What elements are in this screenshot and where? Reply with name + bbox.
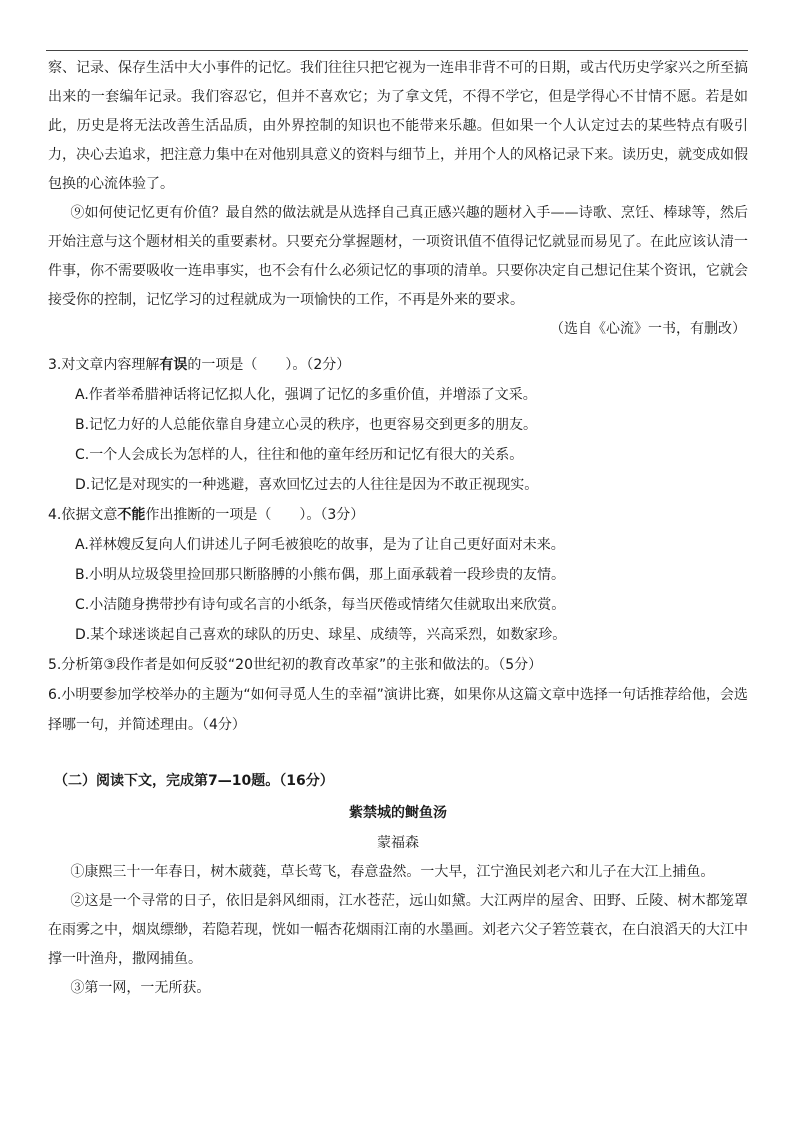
question-3-emphasis: 有误: [159, 357, 188, 373]
passage-paragraph-9: ⑨如何使记忆更有价值？最自然的做法就是从选择自己真正感兴趣的题材入手——诗歌、烹饪、棒球等，然后开始注意与这个题材相关的重要素材。只要充分掌握题材，一项资讯值不值得记忆就显而易见了。在此应该认清一件事，你不需要吸收一连串事实，也不会有什么必须记忆的事项的清单。只要你决定自己想记住某个资讯，它就会接受你的控制，记忆学习的过程就成为一项愉快的工作，不再是外来的要求。: [48, 205, 748, 308]
story-paragraph-3: ③第一网，一无所获。: [70, 980, 211, 996]
question-3: [48, 350, 748, 380]
question-3-option-c: C.一个人会成长为怎样的人，往往和他的童年经历和记忆有很大的关系。: [75, 447, 524, 463]
question-4-option-c: C.小洁随身携带抄有诗句或名言的小纸条，每当厌倦或情绪欠佳就取出来欣赏。: [75, 597, 566, 613]
passage-paragraph-8-cont: 察、记录、保存生活中大小事件的记忆。我们往往只把它视为一连串非背不可的日期，或古代历史学家兴之所至搞出来的一套编年记录。我们容忍它，但并不喜欢它；为了拿文凭，不得不学它，但是学得心不甘情不愿。若是如此，历史是将无法改善生活品质，由外界控制的知识也不能带来乐趣。但如果一个人认定过去的某些特点有吸引力，决心去追求，把注意力集中在对他别具意义的资料与细节上，并用个人的风格记录下来。读历史，就变成如假包换的心流体验了。: [48, 60, 748, 192]
page-content: [48, 54, 748, 1003]
question-4-emphasis: 不能: [117, 507, 146, 523]
question-4-post: 作出推断的一项是（ ）。（3分）: [145, 507, 365, 523]
question-3-option-d: D.记忆是对现实的一种逃避，喜欢回忆过去的人往往是因为不敢正视现实。: [75, 477, 539, 493]
question-6: 6.小明要参加学校举办的主题为“如何寻觅人生的幸福”演讲比赛，如果你从这篇文章中选择一句话推荐给他，会选择哪一句，并简述理由。（4分）: [48, 687, 748, 733]
story-paragraph-1: ①康熙三十一年春日，树木葳蕤，草长莺飞，春意盎然。一大早，江宁渔民刘老六和儿子在大江上捕鱼。: [70, 864, 715, 880]
question-4-pre: 4.依据文意: [48, 507, 118, 523]
question-5: 5.分析第③段作者是如何反驳“20世纪初的教育改革家”的主张和做法的。（5分）: [48, 657, 543, 673]
question-4-option-b: B.小明从垃圾袋里捡回那只断胳膊的小熊布偶，那上面承载着一段珍贵的友情。: [75, 567, 566, 583]
question-4: [48, 500, 748, 530]
header-rule: [46, 50, 748, 51]
question-3-pre: 3.对文章内容理解: [48, 357, 160, 373]
story-author: 蒙福森: [377, 835, 419, 851]
story-paragraph-2: ②这是一个寻常的日子，依旧是斜风细雨，江水苍茫，远山如黛。大江两岸的屋舍、田野、丘陵、树木都笼罩在雨雾之中，烟岚缥缈，若隐若现，恍如一幅杏花烟雨江南的水墨画。刘老六父子箬笠蓑衣，在白浪滔天的大江中撑一叶渔舟，撒网捕鱼。: [48, 893, 748, 967]
question-3-post: 的一项是（ ）。（2分）: [187, 357, 351, 373]
question-4-option-d: D.某个球迷谈起自己喜欢的球队的历史、球星、成绩等，兴高采烈，如数家珍。: [75, 627, 567, 643]
section-2-title: （二）阅读下文，完成第7—10题。（16分）: [54, 773, 334, 789]
question-3-option-a: A.作者举希腊神话将记忆拟人化，强调了记忆的多重价值，并增添了文采。: [75, 387, 537, 403]
story-title: 紫禁城的鲥鱼汤: [349, 805, 447, 821]
passage-source: （选自《心流》一书，有删改）: [550, 321, 746, 337]
question-4-option-a: A.祥林嫂反复向人们讲述儿子阿毛被狼吃的故事，是为了让自己更好面对未来。: [75, 537, 565, 553]
question-3-option-b: B.记忆力好的人总能依靠自身建立心灵的秩序，也更容易交到更多的朋友。: [75, 417, 538, 433]
